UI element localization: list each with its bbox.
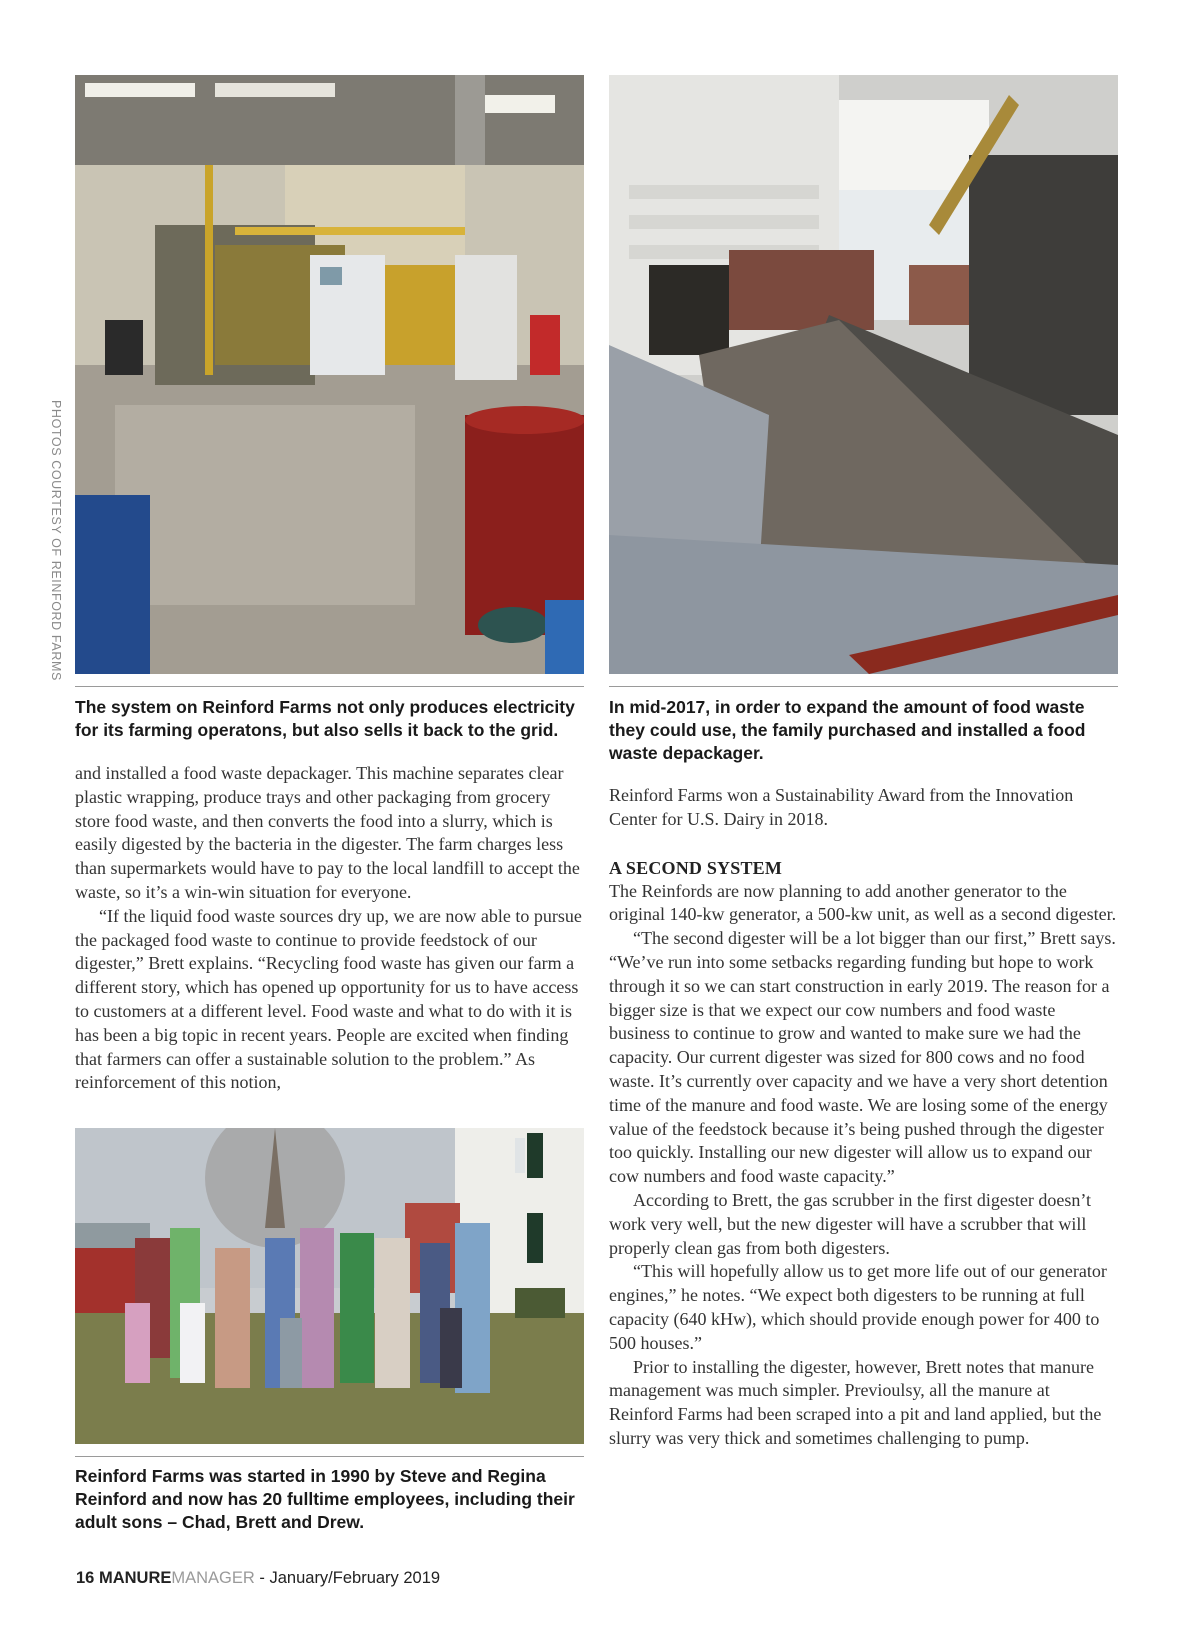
magazine-name-part1: MANURE bbox=[98, 1569, 172, 1587]
divider-top-left bbox=[75, 686, 584, 687]
caption-generator-photo: The system on Reinford Farms not only produces electricity for its farming operatons, but also sells it back to the grid. bbox=[75, 697, 575, 740]
right-paragraph-2: The Reinfords are now planning to add another generator to the original 140-kw generator, a 500-kw unit, as well as a second digester. bbox=[609, 880, 1117, 925]
generator-room-photo bbox=[75, 75, 584, 674]
photo-credit: PHOTOS COURTESY OF REINFORD FARMS bbox=[49, 400, 63, 681]
page-number: 16 bbox=[76, 1569, 95, 1587]
issue-date: - January/February 2019 bbox=[259, 1569, 441, 1587]
page-footer bbox=[76, 1569, 440, 1588]
family-photo bbox=[75, 1128, 584, 1444]
left-paragraph-2: “If the liquid food waste sources dry up, we are now able to pursue the packaged food waste to continue to provide feedstock of our digester,” Brett explains. “Recycling food waste has given our farm a different story, which has opened up opportunity for us to have access to customers at a different level. Food waste and what to do with it is has been a big topic in recent years. People are excited when finding that farmers can offer a sustainable solution to the problem.” As reinforcement of this notion, bbox=[75, 905, 582, 1093]
depackager-photo bbox=[609, 75, 1118, 674]
right-paragraph-6: Prior to installing the digester, however, Brett notes that manure management was much simpler. Previoulsy, all the manure at Reinford Farms had been scraped into a pit and land applied, but the slurry was very thick and sometimes challenging to pump. bbox=[609, 1356, 1102, 1448]
right-paragraph-3: “The second digester will be a lot bigger than our first,” Brett says. “We’ve run into some setbacks regarding funding but hope to work through it so we can start construction in early 2019. The reason for a bigger size is that we expect our cow numbers and food waste business to continue to grow and wanted to make sure we had the capacity. Our current digester was sized for 800 cows and no food waste. It’s currently over capacity and we have a very short detention time of the manure and food waste. We are losing some of the energy value of the feedstock because it’s being pushed through the digester too quickly. Installing our new digester will allow us to expand our cow numbers and food waste capacity.” bbox=[609, 928, 1116, 1187]
divider-bottom-left bbox=[75, 1456, 584, 1457]
right-paragraph-1: Reinford Farms won a Sustainability Award from the Innovation Center for U.S. Dairy in 2018. bbox=[609, 785, 1074, 829]
left-paragraph-1: and installed a food waste depackager. This machine separates clear plastic wrapping, produce trays and other packaging from grocery store food waste, and then converts the food into a slurry, which is easily digested by the bacteria in the digester. The farm charges less than supermarkets would have to pay to the local landfill to accept the waste, so it’s a win-win situation for everyone. bbox=[75, 763, 580, 902]
magazine-name-part2: MANAGER bbox=[171, 1569, 255, 1587]
left-text-column bbox=[75, 762, 584, 1095]
section-heading: A SECOND SYSTEM bbox=[609, 857, 783, 878]
divider-top-right bbox=[609, 686, 1118, 687]
caption-family-photo: Reinford Farms was started in 1990 by Steve and Regina Reinford and now has 20 fulltime employees, including their adult sons – Chad, Brett and Drew. bbox=[75, 1466, 575, 1532]
right-paragraph-5: “This will hopefully allow us to get more life out of our generator engines,” he notes. “We expect both digesters to be running at full capacity (640 kHw), which should provide enough power for 400 to 500 houses.” bbox=[609, 1261, 1107, 1353]
right-text-column bbox=[609, 784, 1118, 1451]
caption-depackager-photo: In mid-2017, in order to expand the amount of food waste they could use, the family purchased and installed a food waste depackager. bbox=[609, 697, 1086, 763]
right-paragraph-4: According to Brett, the gas scrubber in the first digester doesn’t work very well, but the new digester will have a scrubber that will properly clean gas from both digesters. bbox=[609, 1189, 1092, 1258]
